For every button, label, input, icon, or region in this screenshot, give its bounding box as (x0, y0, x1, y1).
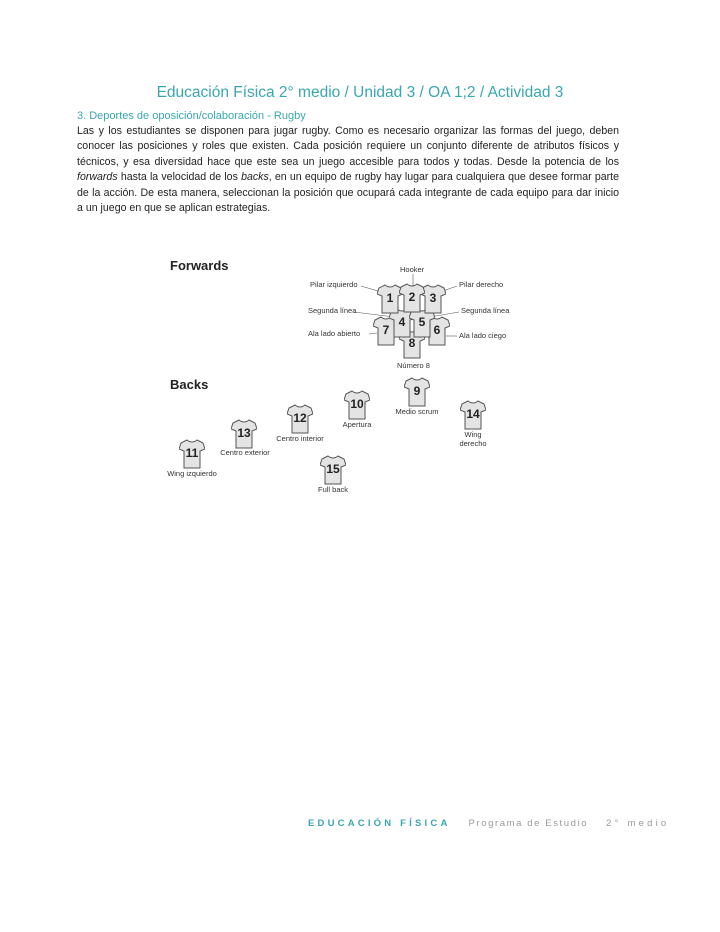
jersey-number-7: 7 (382, 323, 390, 337)
label-ala-lado-abierto: Ala lado abierto (308, 329, 361, 338)
jersey-number-5: 5 (418, 315, 426, 329)
jersey-number-1: 1 (386, 291, 394, 305)
label-apertura: Apertura (342, 420, 372, 429)
jersey-15 (320, 455, 346, 485)
jersey-number-2: 2 (408, 290, 416, 304)
label-segunda-linea-izq: Segunda línea (308, 306, 357, 315)
jersey-number-10: 10 (350, 397, 364, 411)
jersey-number-12: 12 (293, 411, 307, 425)
paragraph-emphasis-forwards: forwards (77, 171, 118, 184)
jersey-12 (287, 404, 313, 434)
forwards-heading: Forwards (170, 258, 229, 273)
jersey-number-15: 15 (326, 462, 340, 476)
jersey-number-3: 3 (429, 291, 437, 305)
label-full-back: Full back (317, 485, 348, 494)
paragraph-part-1: Las y los estudiantes se disponen para jugar rugby. Como es necesario organizar las formas del juego, deben conocer las posiciones y roles que existen. Cada posición requiere un conjunto diferente de atributos físicos y técnicos, y esa diversidad hace que este sea un juego accesible para todos y todas. Desde la potencia de los (77, 125, 619, 168)
jersey-2 (399, 283, 425, 313)
label-pilar-derecho: Pilar derecho (459, 280, 504, 289)
jersey-number-8: 8 (408, 336, 416, 350)
jersey-14 (460, 400, 486, 430)
paragraph-part-2: hasta la velocidad de los (117, 171, 242, 184)
footer-program: Programa de Estudio (468, 818, 589, 829)
label-segunda-linea-der: Segunda línea (461, 306, 510, 315)
jersey-9 (404, 377, 430, 407)
jersey-number-4: 4 (398, 315, 406, 329)
jersey-10 (344, 390, 370, 420)
label-centro-interior: Centro interior (276, 434, 324, 443)
label-medio-scrum: Medio scrum (395, 407, 439, 416)
jersey-number-13: 13 (237, 426, 251, 440)
footer-level: 2° medio (606, 818, 670, 829)
section-heading: 3. Deportes de oposición/colaboración - Rugby (77, 110, 306, 122)
label-hooker: Hooker (400, 265, 425, 274)
label-numero-8: Número 8 (397, 361, 430, 370)
page-footer (308, 818, 669, 829)
label-pilar-izquierdo: Pilar izquierdo (310, 280, 358, 289)
jersey-number-9: 9 (413, 384, 421, 398)
jersey-11 (179, 439, 205, 469)
paragraph-emphasis-backs: backs (241, 171, 269, 184)
jersey-number-6: 6 (433, 323, 441, 337)
label-wing-izquierdo: Wing izquierdo (167, 469, 217, 478)
label-ala-lado-ciego: Ala lado ciego (459, 331, 507, 340)
label-centro-exterior: Centro exterior (220, 448, 270, 457)
page-title: Educación Física 2° medio / Unidad 3 / OA 1;2 / Actividad 3 (156, 84, 564, 101)
jersey-13 (231, 419, 257, 449)
backs-heading: Backs (170, 377, 209, 392)
jersey-number-14: 14 (466, 407, 480, 421)
footer-brand: EDUCACIÓN FÍSICA (308, 818, 451, 829)
paragraph-part-3: , en un equipo de rugby hay lugar para cualquiera que desee formar parte de la acción. De esta manera, seleccionan la posición que ocupará cada integrante de cada equipo para dar inicio a un juego en que se aplican estrategias. (77, 171, 619, 215)
jersey-number-11: 11 (185, 446, 199, 460)
label-wing-derecho: Wing derecho (459, 430, 487, 448)
